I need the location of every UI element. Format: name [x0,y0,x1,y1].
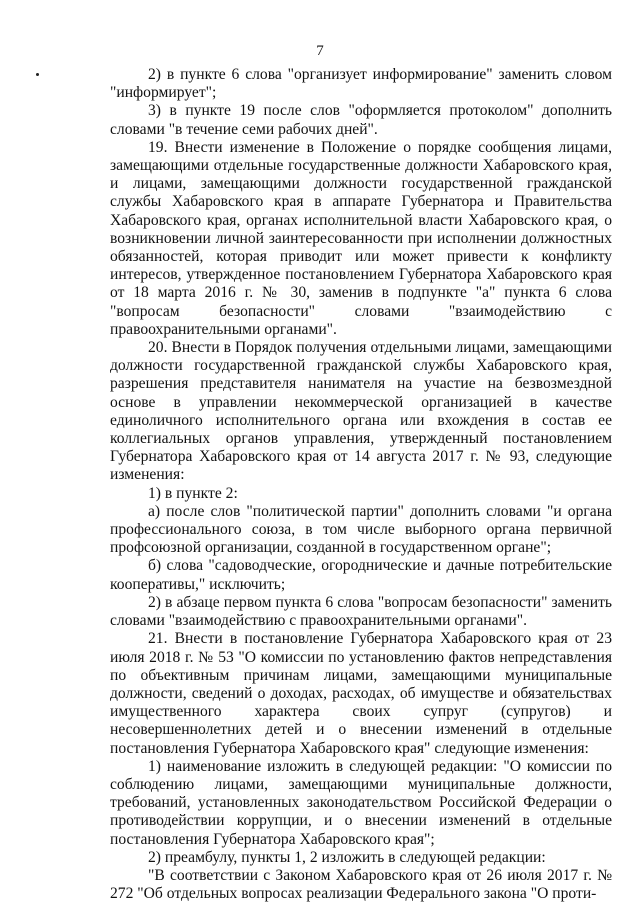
paragraph: 1) в пункте 2: [148,484,238,502]
page-number: 7 [316,43,324,59]
paragraph: а) после слов "политической партии" дополнить словами "и органа профессионального союза, в том числе выборного органа первичной профсоюзной организации, созданной в государственном органе"; [110,502,612,557]
document-body [110,66,612,903]
paragraph: б) слова "садоводческие, огороднические и дачные потребительские кооперативы," исключить; [110,557,612,593]
paragraph: 2) в абзаце первом пункта 6 слова "вопросам безопасности" заменить словами "взаимодействию с правоохранительными органами". [110,593,612,630]
paragraph: 3) в пункте 19 после слов "оформляется протоколом" дополнить словами "в течение семи рабочих дней". [110,102,612,138]
paragraph: 20. Внести в Порядок получения отдельными лицами, замещающими должности государственной гражданской службы Хабаровского края, разрешения представителя нанимателя на участие на безвозмездной основе в управлении некоммерческой организацией в качестве единоличного исполнительного органа или вхождения в состав ее коллегиальных органов управления, утвержденный постановлением Губернатора Хабаровского края от 14 августа 2017 г. № 93, следующие изменения: [110,339,612,484]
margin-mark [36,73,39,76]
paragraph: 2) в пункте 6 слова "организует информирование" заменить словом "информирует"; [110,66,612,102]
paragraph: 1) наименование изложить в следующей редакции: "О комиссии по соблюдению лицами, замещающими муниципальные должности, требований, установленных законодательством Российской Федерации о противодействии коррупции, и о внесении изменений в отдельные постановления Губернатора Хабаровского края"; [110,757,612,848]
paragraph: 2) преамбулу, пункты 1, 2 изложить в следующей редакции: [148,848,546,866]
paragraph: 19. Внести изменение в Положение о порядке сообщения лицами, замещающими отдельные государственные должности Хабаровского края, и лицами, замещающими должности государственной гражданской службы Хабаровского края в аппарате Губернатора и Правительства Хабаровского края, органах исполнительной власти Хабаровского края, о возникновении личной заинтересованности при исполнении должностных обязанностей, которая приводит или может привести к конфликту интересов, утвержденное постановлением Губернатора Хабаровского края от 18 марта 2016 г. № 30, заменив в подпункте "а" пункта 6 слова "вопросам безопасности" словами "взаимодействию с правоохранительными органами". [110,138,612,338]
paragraph: 21. Внести в постановление Губернатора Хабаровского края от 23 июля 2018 г. № 53 "О комиссии по установлению фактов непредставления по объективным причинам лицами, замещающими муниципальные должности, сведений о доходах, расходах, об имуществе и обязательствах имущественного характера своих супруг (супругов) и несовершеннолетних детей и о внесении изменений в отдельные постановления Губернатора Хабаровского края" следующие изменения: [110,630,612,757]
paragraph: "В соответствии с Законом Хабаровского края от 26 июля 2017 г. № 272 "Об отдельных вопросах реализации Федерального закона "О проти- [110,866,612,903]
